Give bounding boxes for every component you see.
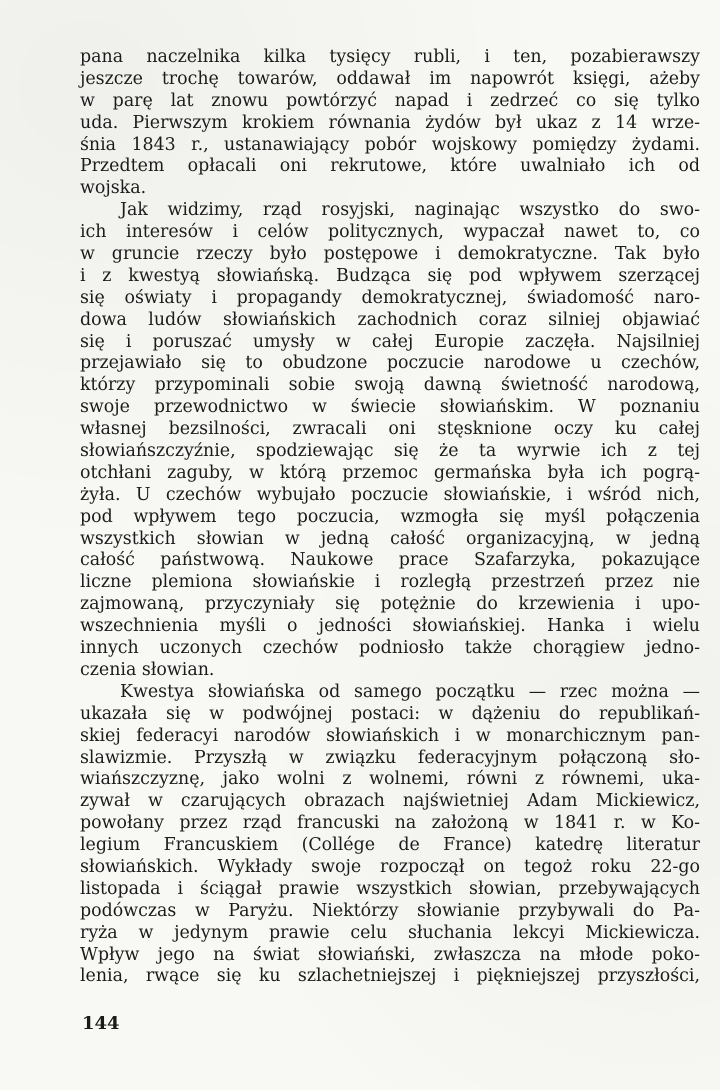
text-line: i z kwestyą słowiańską. Budząca się pod wpływem szerzącej [80,265,700,286]
text-line: podówczas w Paryżu. Niektórzy słowianie przybywali do Pa- [80,900,700,921]
text-line: własnej bezsilności, zwracali oni stęsknione oczy ku całej [80,419,700,440]
text-line: ich interesów i celów politycznych, wypaczał nawet to, co [80,222,700,243]
text-line: się oświaty i propagandy demokratycznej, świadomość naro- [80,287,700,308]
text-line: ryża w jedynym prawie celu słuchania lekcyi Mickiewicza. [80,922,700,943]
text-line: listopada i ściągał prawie wszystkich słowian, przebywających [80,878,700,899]
text-line: w parę lat znowu powtórzyć napad i zedrzeć co się tylko [80,90,700,111]
text-line: powołany przez rząd francuski na założoną w 1841 r. w Ko- [80,813,700,834]
text-line: słowiańszczyźnie, spodziewając się że ta wyrwie ich z tej [80,441,700,462]
paragraph-start-line: Jak widzimy, rząd rosyjski, naginając wszystko do swo- [120,200,700,221]
text-line: pana naczelnika kilka tysięcy rubli, i ten, pozabierawszy [80,47,700,67]
text-line: dowa ludów słowiańskich zachodnich coraz silniej objawiać [80,309,700,330]
text-line: czenia słowian. [80,659,215,680]
text-line: żyła. U czechów wybujało poczucie słowiańskie, i wśród nich, [80,484,700,505]
text-line: jeszcze trochę towarów, oddawał im napowrót księgi, ażeby [80,68,700,89]
text-line: wszechnienia myśli o jedności słowiańskiej. Hanka i wielu [80,616,700,637]
text-line: innych uczonych czechów podniosło także chorągiew jedno- [80,638,700,659]
text-line: skiej federacyi narodów słowiańskich i w monarchicznym pan- [80,725,700,746]
text-line: slawizmie. Przyszłą w związku federacyjnym połączoną sło- [80,747,700,768]
text-line: wojska. [80,178,147,199]
paragraph-start-line: Kwestya słowiańska od samego początku — rzec można — [120,681,700,702]
text-line: wszystkich słowian w jedną całość organizacyjną, w jedną [80,528,700,549]
text-line: Wpływ jego na świat słowiański, zwłaszcza na młode poko- [80,944,700,965]
text-line: całość państwową. Naukowe prace Szafarzyka, pokazujące [80,550,700,571]
text-line: w gruncie rzeczy było postępowe i demokratyczne. Tak było [80,244,700,265]
text-line: ukazała się w podwójnej postaci: w dążeniu do republikań- [80,703,700,724]
text-line: liczne plemiona słowiańskie i rozległą przestrzeń przez nie [80,572,700,593]
text-line: pod wpływem tego poczucia, wzmogła się myśl połączenia [80,506,700,527]
body-text [80,47,700,988]
text-line: swoje przewodnictwo w świecie słowiańskim. W poznaniu [80,397,700,418]
text-line: wiańszczyznę, jako wolni z wolnemi, równi z równemi, uka- [80,769,700,790]
text-line: przejawiało się to obudzone poczucie narodowe u czechów, [80,353,700,374]
text-line: słowiańskich. Wykłady swoje rozpoczął on tegoż roku 22-go [80,856,700,877]
text-line: Przedtem opłacali oni rekrutowe, które uwalniało ich od [80,156,700,177]
text-line: zywał w czarujących obrazach najświetniej Adam Mickiewicz, [80,791,700,812]
text-line: śnia 1843 r., ustanawiający pobór wojskowy pomiędzy żydami. [80,134,700,155]
text-line: którzy przypominali sobie swoją dawną świetność narodową, [80,375,700,396]
text-line: legium Francuskiem (Collége de France) katedrę literatur [80,835,700,856]
text-line: lenia, rwące się ku szlachetniejszej i piękniejszej przyszłości, [80,966,700,987]
text-line: się i poruszać umysły w całej Europie zaczęła. Najsilniej [80,331,700,352]
text-line: uda. Pierwszym krokiem równania żydów był ukaz z 14 wrze- [80,112,700,133]
text-line: otchłani zaguby, w którą przemoc germańska była ich pogrą- [80,462,700,483]
text-line: zajmowaną, przyczyniały się potężnie do krzewienia i upo- [80,594,700,615]
page-number: 144 [82,1013,120,1034]
